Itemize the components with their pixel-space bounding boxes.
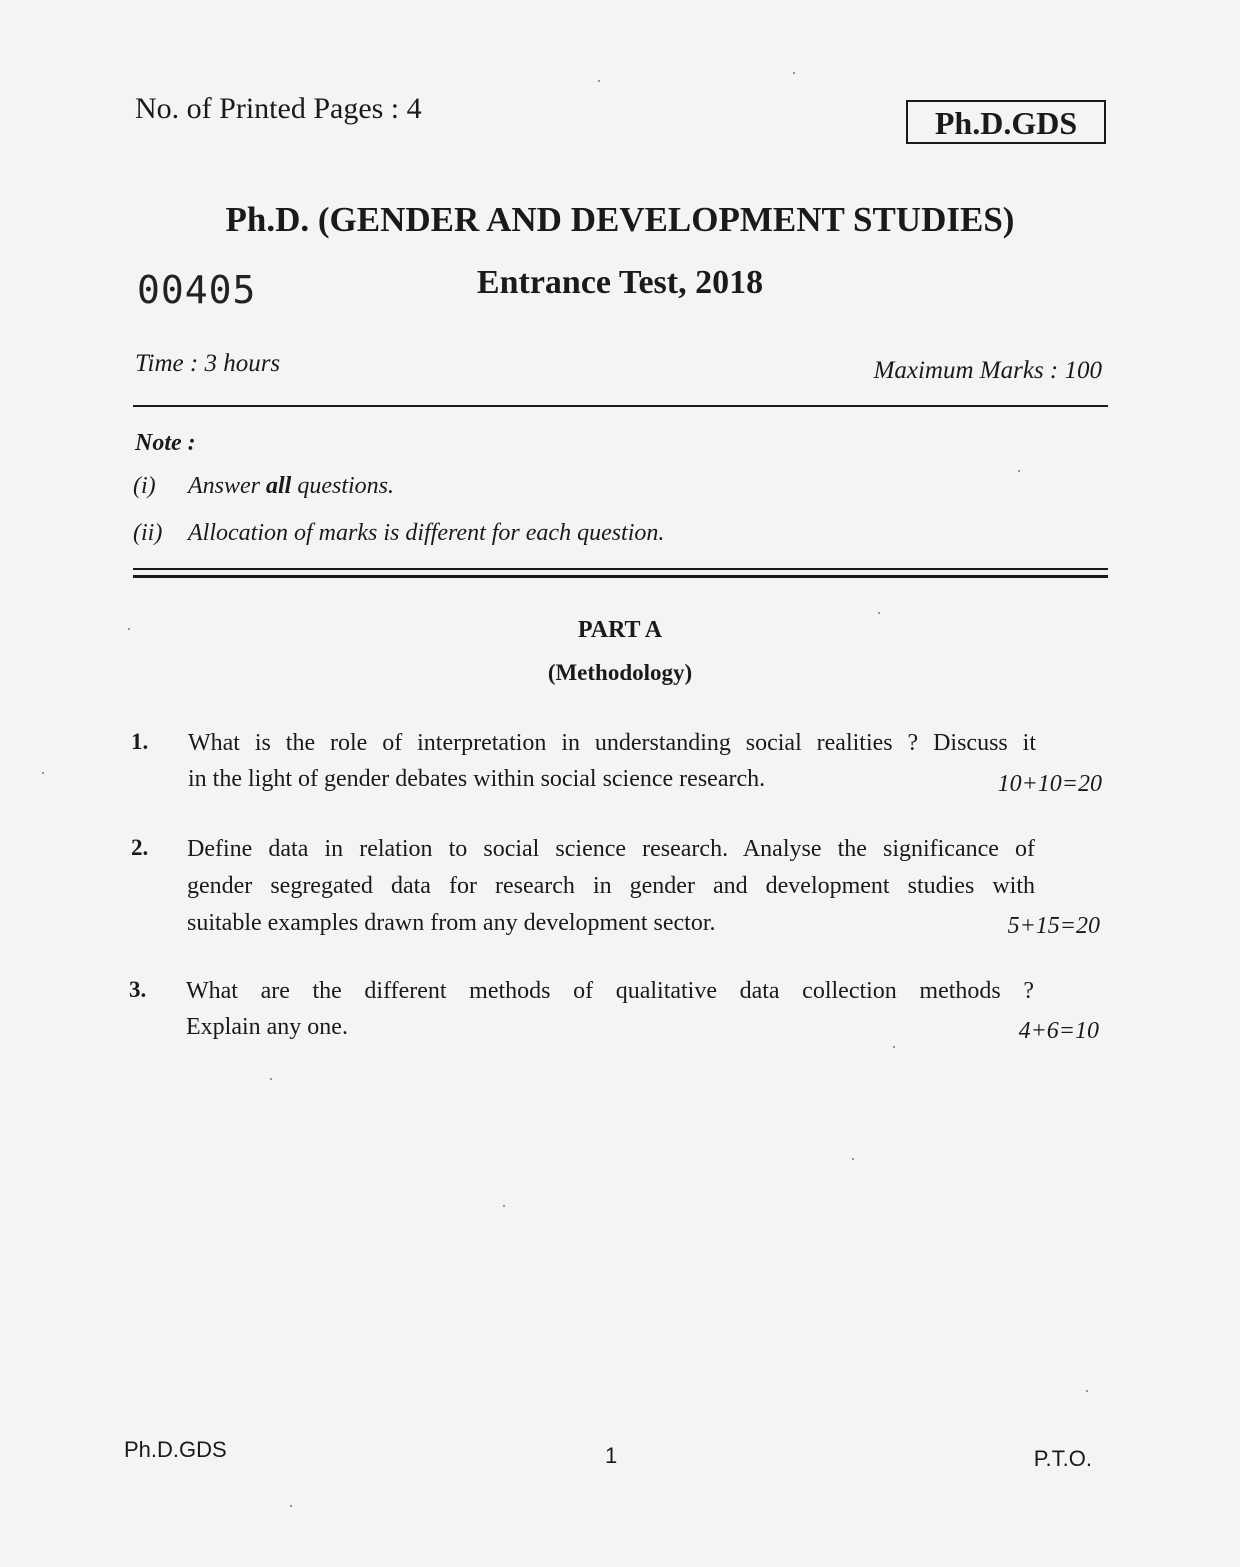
note-text-part: questions. xyxy=(291,473,395,499)
serial-number: 00405 xyxy=(137,268,257,312)
scan-speck xyxy=(1018,470,1020,472)
question-marks: 10+10=20 xyxy=(997,771,1102,797)
note-item-number: (ii) xyxy=(133,520,163,546)
note-item-number: (i) xyxy=(133,473,156,499)
question-number: 2. xyxy=(131,835,149,860)
maximum-marks: Maximum Marks : 100 xyxy=(873,357,1102,384)
footer-course-code: Ph.D.GDS xyxy=(124,1437,227,1462)
question-line: suitable examples drawn from any development sector. xyxy=(187,910,716,936)
scan-speck xyxy=(598,80,600,82)
scan-speck xyxy=(42,772,44,774)
scan-speck xyxy=(270,1078,272,1080)
question-line: gender segregated data for research in gender and development studies with xyxy=(187,873,1035,899)
scan-speck xyxy=(128,628,130,630)
question-marks: 4+6=10 xyxy=(1018,1018,1099,1044)
double-rule-top xyxy=(133,568,1108,570)
question-number: 3. xyxy=(129,977,147,1002)
note-text-part: Answer xyxy=(188,473,266,499)
scan-speck xyxy=(878,612,880,614)
question-number: 1. xyxy=(131,729,149,754)
note-item-text: Allocation of marks is different for each question. xyxy=(188,520,665,546)
note-item-text xyxy=(188,473,394,500)
note-emphasis: all xyxy=(266,473,292,499)
page-number: 1 xyxy=(605,1443,618,1468)
course-code-box: Ph.D.GDS xyxy=(906,100,1106,144)
divider-rule xyxy=(133,405,1108,407)
scan-speck xyxy=(1086,1390,1088,1392)
please-turn-over: P.T.O. xyxy=(1033,1446,1092,1471)
scan-speck xyxy=(503,1205,505,1207)
question-marks: 5+15=20 xyxy=(1007,913,1100,939)
question-line: Explain any one. xyxy=(186,1014,348,1040)
double-rule-bottom xyxy=(133,575,1108,578)
question-line: What is the role of interpretation in understanding social realities ? Discuss it xyxy=(188,730,1036,756)
scan-speck xyxy=(893,1046,895,1048)
scan-speck xyxy=(290,1505,292,1507)
note-heading: Note : xyxy=(135,430,196,456)
scan-speck xyxy=(852,1158,854,1160)
exam-subtitle: Entrance Test, 2018 xyxy=(476,264,764,301)
question-line: Define data in relation to social science research. Analyse the significance of xyxy=(187,836,1035,862)
exam-title: Ph.D. (GENDER AND DEVELOPMENT STUDIES) xyxy=(225,200,1015,239)
part-subtitle: (Methodology) xyxy=(547,660,693,685)
printed-pages-count: No. of Printed Pages : 4 xyxy=(135,92,422,125)
part-title: PART A xyxy=(577,617,663,643)
question-line: What are the different methods of qualitative data collection methods ? xyxy=(186,978,1034,1004)
time-allowed: Time : 3 hours xyxy=(135,350,281,377)
scan-speck xyxy=(793,72,795,74)
question-line: in the light of gender debates within social science research. xyxy=(188,766,766,792)
